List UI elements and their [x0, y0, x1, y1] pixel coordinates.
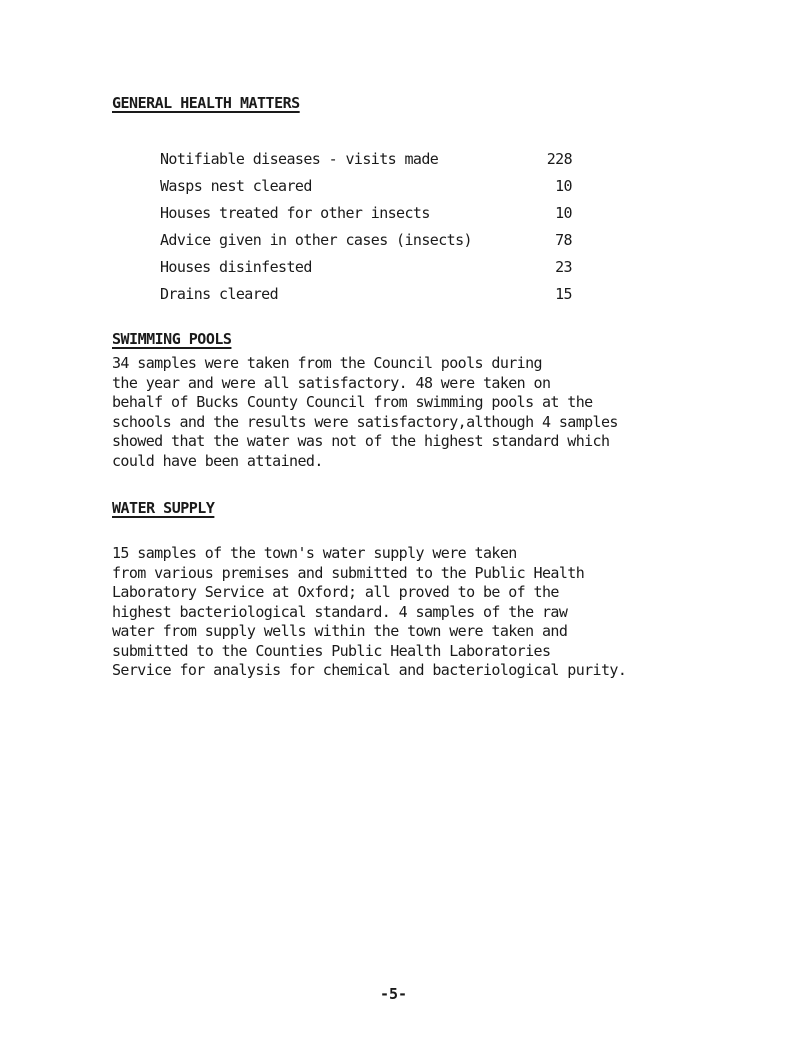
- water-supply-heading: WATER SUPPLY: [112, 499, 215, 517]
- swimming-pools-paragraph: 34 samples were taken from the Council pools during the year and were all satisfactory. 48 were taken on behalf of Bucks County Council from swimming pools at the schools and the results were satisfactory,although 4 samples showed that the water was not of the highest standard which could have been attained.: [112, 354, 618, 470]
- list-item: [160, 227, 572, 254]
- water-supply-paragraph: 15 samples of the town's water supply were taken from various premises and submitted to the Public Health Laboratory Service at Oxford; all proved to be of the highest bacteriological standard. 4 samples of the raw water from supply wells within the town were taken and submitted to the Counties Public Health Laboratories Service for analysis for chemical and bacteriological purity.: [112, 544, 627, 679]
- general-health-list: [160, 146, 572, 308]
- page-number: -5-: [380, 985, 408, 1003]
- item-value: 228: [546, 150, 572, 168]
- item-label: Notifiable diseases - visits made: [160, 150, 439, 168]
- list-item: [160, 200, 572, 227]
- item-value: 23: [555, 258, 572, 276]
- general-health-heading: GENERAL HEALTH MATTERS: [112, 94, 300, 112]
- item-label: Wasps nest cleared: [160, 177, 312, 195]
- item-label: Advice given in other cases (insects): [160, 231, 472, 249]
- list-item: [160, 146, 572, 173]
- item-value: 10: [555, 204, 572, 222]
- list-item: [160, 173, 572, 200]
- item-value: 78: [555, 231, 572, 249]
- item-value: 15: [555, 285, 572, 303]
- item-label: Houses treated for other insects: [160, 204, 430, 222]
- item-label: Drains cleared: [160, 285, 279, 303]
- item-label: Houses disinfested: [160, 258, 312, 276]
- item-value: 10: [555, 177, 572, 195]
- swimming-pools-heading: SWIMMING POOLS: [112, 330, 232, 348]
- list-item: [160, 281, 572, 308]
- list-item: [160, 254, 572, 281]
